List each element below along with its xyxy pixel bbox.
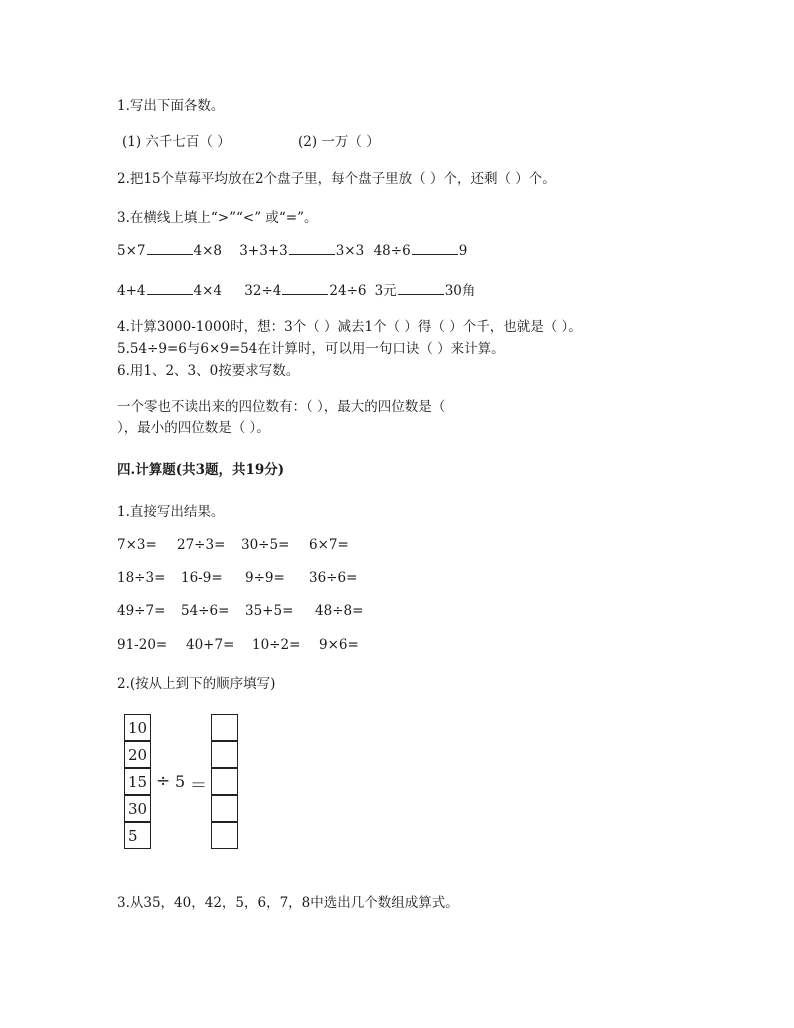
calc-3-title: 3.从35，40，42，5，6，7，8中选出几个数组成算式。 [117,895,459,911]
answer-cell[interactable] [211,795,238,822]
calc-item: 9÷9= [245,570,285,586]
answer-blank[interactable] [412,253,458,255]
answer-cell[interactable] [211,768,238,795]
calc-row-1 [117,537,349,553]
dividend-cell: 10 [124,714,151,741]
answer-blank[interactable] [398,293,444,295]
calc-item: 6×7= [309,537,349,553]
divisor: 5 [175,772,186,791]
comparison-row-1 [117,243,467,259]
question-1-title: 1.写出下面各数。 [117,98,225,114]
calc-1-title: 1.直接写出结果。 [117,504,225,520]
comparison-item: 48÷6 9 [373,243,468,259]
calc-item: 49÷7= [117,603,166,619]
calc-item: 36÷6= [309,570,358,586]
calc-item: 48÷8= [315,603,364,619]
question-5: 5.54÷9=6与6×9=54在计算时，可以用一句口诀（ ）来计算。 [117,341,505,357]
answer-blank[interactable] [147,253,193,255]
dividend-cell: 5 [124,822,151,849]
calc-item: 27÷3= [177,537,226,553]
comparison-item: 5×7 4×8 [117,243,222,259]
calc-item: 18÷3= [117,570,166,586]
question-6-line-1: 一个零也不读出来的四位数有：（ ），最大的四位数是（ [117,399,446,415]
calc-item: 54÷6= [181,603,230,619]
calc-row-4 [117,637,359,653]
question-6-line-2: ），最小的四位数是（ ）。 [117,420,270,436]
calc-2-title: 2.(按从上到下的顺序填写) [117,676,276,692]
calc-item: 40+7= [186,637,235,653]
calc-row-2 [117,570,357,586]
answer-blank[interactable] [282,293,328,295]
dividend-cell: 15 [124,768,151,795]
comparison-item: 3+3+3 3×3 [239,243,365,259]
divide-sign: ÷ [156,771,171,791]
calc-row-3 [117,603,363,619]
comparison-item: 4+4 4×4 [117,283,222,299]
section-4-heading: 四.计算题(共3题，共19分) [117,462,285,478]
answer-cell[interactable] [211,822,238,849]
equals-sign: ＝ [190,776,207,796]
question-1-part-b: (2) 一万（ ） [298,134,380,150]
answer-blank[interactable] [147,293,193,295]
question-4: 4.计算3000-1000时，想：3个（ ）减去1个（ ）得（ ）个千，也就是（ ）。 [117,319,582,335]
comparison-item: 3元 30角 [374,283,476,299]
dividend-cell: 30 [124,795,151,822]
answer-blank[interactable] [289,253,335,255]
question-2: 2.把15个草莓平均放在2个盘子里，每个盘子里放（ ）个，还剩（ ）个。 [117,171,556,187]
comparison-row-2 [117,279,475,299]
calc-item: 91-20= [117,637,168,653]
comparison-item: 32÷4 24÷6 [244,283,367,299]
calc-item: 7×3= [117,537,157,553]
answer-cell[interactable] [211,714,238,741]
calc-item: 16-9= [181,570,223,586]
calc-item: 35+5= [245,603,294,619]
calc-item: 9×6= [319,637,359,653]
question-1-part-a: (1) 六千七百（ ） [122,134,231,150]
dividend-cell: 20 [124,741,151,768]
calc-item: 30÷5= [241,537,290,553]
question-3-title: 3.在横线上填上“>”“<” 或“=”。 [117,210,318,226]
calc-item: 10÷2= [252,637,301,653]
answer-cell[interactable] [211,741,238,768]
question-6-title: 6.用1、2、3、0按要求写数。 [117,363,300,379]
